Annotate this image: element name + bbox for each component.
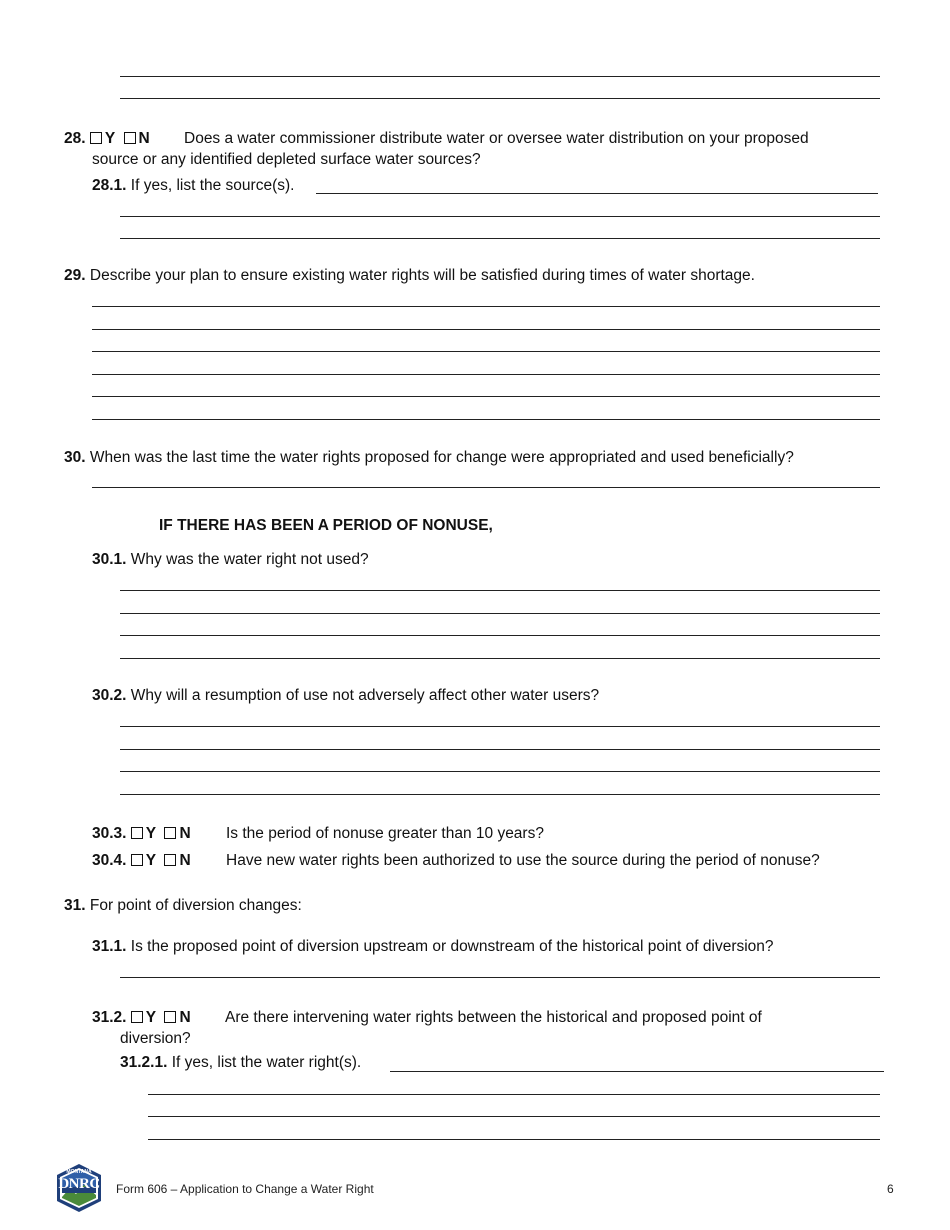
answer-line[interactable] [148, 1116, 880, 1117]
q30-3-yes-checkbox[interactable] [131, 827, 143, 839]
answer-line[interactable] [120, 658, 880, 659]
q28-question-line1: Does a water commissioner distribute water or oversee water distribution on your proposed [184, 130, 809, 147]
answer-line[interactable] [120, 98, 880, 99]
footer-page-number: 6 [887, 1182, 894, 1196]
q31-number: 31. [64, 897, 86, 914]
answer-line[interactable] [120, 613, 880, 614]
q28-1-answer-line[interactable] [316, 193, 878, 194]
q30-4-no-checkbox[interactable] [164, 854, 176, 866]
q29-text: Describe your plan to ensure existing water rights will be satisfied during times of water shortage. [89, 267, 755, 284]
q30-3-text: Is the period of nonuse greater than 10 years? [226, 825, 544, 842]
answer-line[interactable] [92, 306, 880, 307]
q28-1-number: 28.1. [92, 177, 127, 194]
q31-1-row [92, 937, 774, 957]
answer-line[interactable] [120, 794, 880, 795]
q31-2-1-answer-line[interactable] [390, 1071, 884, 1072]
q30-3-row [92, 824, 191, 844]
q28-1-text: If yes, list the source(s). [130, 177, 295, 194]
answer-line[interactable] [120, 590, 880, 591]
answer-line[interactable] [92, 351, 880, 352]
q28-1-row [92, 176, 294, 196]
q30-4-row [92, 851, 191, 871]
q30-2-text: Why will a resumption of use not adversely affect other water users? [130, 687, 600, 704]
answer-line[interactable] [120, 771, 880, 772]
answer-line[interactable] [120, 76, 880, 77]
q31-2-1-number: 31.2.1. [120, 1054, 168, 1071]
q31-1-text: Is the proposed point of diversion upstream or downstream of the historical point of diversion? [130, 938, 774, 955]
q30-1-text: Why was the water right not used? [130, 551, 369, 568]
q30-number: 30. [64, 449, 86, 466]
q30-4-yes-checkbox[interactable] [131, 854, 143, 866]
q30-4-number: 30.4. [92, 852, 127, 869]
q30-3-number: 30.3. [92, 825, 127, 842]
q30-row [64, 448, 794, 468]
q30-4-yes-label: Y [145, 852, 157, 869]
answer-line[interactable] [92, 487, 880, 488]
footer-form-title: Form 606 – Application to Change a Water Right [116, 1182, 374, 1196]
q30-1-number: 30.1. [92, 551, 127, 568]
q31-2-number: 31.2. [92, 1009, 127, 1026]
q30-2-number: 30.2. [92, 687, 127, 704]
answer-line[interactable] [120, 977, 880, 978]
q30-4-no-label: N [179, 852, 191, 869]
q31-2-1-row [120, 1053, 361, 1073]
dnrc-logo-text: DNRC [58, 1176, 100, 1192]
answer-line[interactable] [120, 635, 880, 636]
q29-number: 29. [64, 267, 86, 284]
q30-3-yes-label: Y [145, 825, 157, 842]
q28-yes-checkbox[interactable] [90, 132, 102, 144]
q30-text: When was the last time the water rights proposed for change were appropriated and used beneficially? [89, 449, 794, 466]
q30-3-no-checkbox[interactable] [164, 827, 176, 839]
answer-line[interactable] [120, 238, 880, 239]
nonuse-heading: IF THERE HAS BEEN A PERIOD OF NONUSE, [159, 517, 493, 534]
q31-2-yes-label: Y [145, 1009, 157, 1026]
answer-line[interactable] [148, 1094, 880, 1095]
q31-2-no-checkbox[interactable] [164, 1011, 176, 1023]
answer-line[interactable] [92, 329, 880, 330]
q31-1-number: 31.1. [92, 938, 127, 955]
q31-2-yes-checkbox[interactable] [131, 1011, 143, 1023]
q28-row [64, 129, 150, 149]
q28-yes-label: Y [104, 130, 116, 147]
answer-line[interactable] [92, 419, 880, 420]
q31-row [64, 896, 302, 916]
answer-line[interactable] [92, 396, 880, 397]
q30-2-row [92, 686, 599, 706]
q31-2-1-text: If yes, list the water right(s). [171, 1054, 362, 1071]
answer-line[interactable] [120, 749, 880, 750]
dnrc-logo [54, 1163, 104, 1213]
q31-2-text-line2: diversion? [120, 1030, 191, 1047]
q28-no-checkbox[interactable] [124, 132, 136, 144]
q31-2-no-label: N [179, 1009, 191, 1026]
q31-2-text-line1: Are there intervening water rights between the historical and proposed point of [225, 1009, 762, 1026]
q29-row [64, 266, 755, 286]
q30-3-no-label: N [179, 825, 191, 842]
answer-line[interactable] [120, 216, 880, 217]
answer-line[interactable] [92, 374, 880, 375]
answer-line[interactable] [148, 1139, 880, 1140]
q30-4-text: Have new water rights been authorized to use the source during the period of nonuse? [226, 852, 820, 869]
q28-question-line2: source or any identified depleted surface water sources? [92, 151, 481, 168]
answer-line[interactable] [120, 726, 880, 727]
dnrc-logo-top-text: MONTANA [66, 1169, 92, 1175]
q31-2-row [92, 1008, 191, 1028]
q28-no-label: N [138, 130, 150, 147]
q28-number: 28. [64, 130, 86, 147]
q31-text: For point of diversion changes: [89, 897, 302, 914]
q30-1-row [92, 550, 369, 570]
